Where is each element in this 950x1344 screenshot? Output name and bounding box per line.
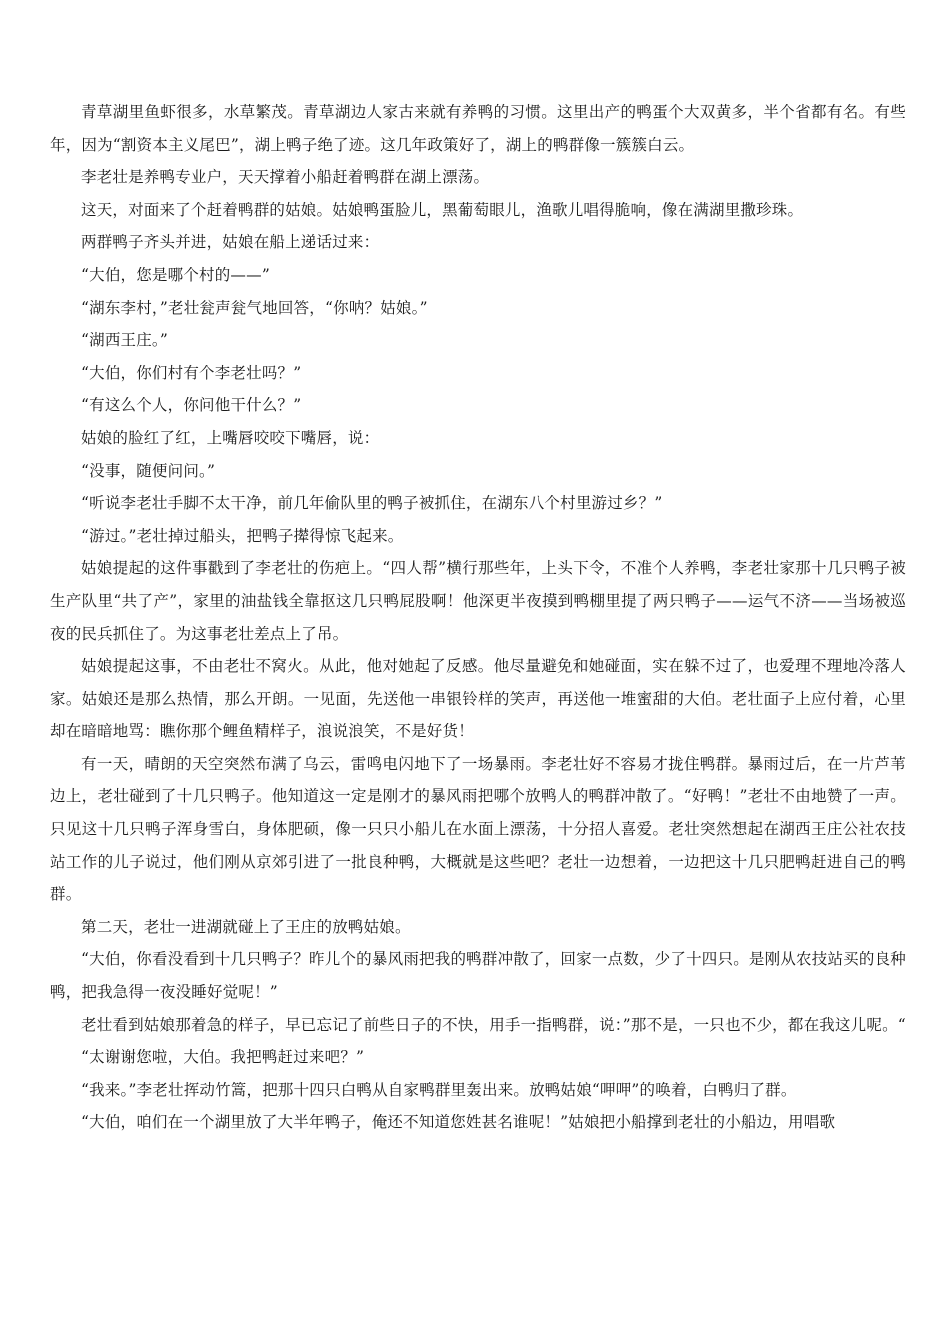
paragraph-12: “听说李老壮手脚不太干净，前几年偷队里的鸭子被抓住，在湖东八个村里游过乡？” bbox=[81, 494, 663, 513]
paragraph-19: 老壮看到姑娘那着急的样子，早已忘记了前些日子的不快，用手一指鸭群，说：”那不是，一只也不少，都在我这儿呢。“ bbox=[81, 1015, 906, 1034]
paragraph-3: 这天，对面来了个赶着鸭群的姑娘。姑娘鸭蛋脸儿，黑葡萄眼儿，渔歌儿唱得脆响，像在满湖里撒珍珠。 bbox=[81, 200, 804, 219]
paragraph-13: “游过。”老壮掉过船头，把鸭子撵得惊飞起来。 bbox=[81, 526, 404, 545]
paragraph-20: “太谢谢您啦，大伯。我把鸭赶过来吧？” bbox=[81, 1048, 365, 1067]
paragraph-1: 青草湖里鱼虾很多，水草繁茂。青草湖边人家古来就有养鸭的习惯。这里出产的鸭蛋个大双黄多，半个省都有名。有些年，因为“割资本主义尾巴”，湖上鸭子绝了迹。这几年政策好了，湖上的鸭群像一簇簇白云。 bbox=[50, 103, 906, 154]
paragraph-10: 姑娘的脸红了红，上嘴唇咬咬下嘴唇，说： bbox=[81, 428, 380, 447]
paragraph-9: “有这么个人，你问他干什么？” bbox=[81, 396, 302, 415]
story-body bbox=[50, 96, 906, 1139]
paragraph-7: “湖西王庄。” bbox=[81, 331, 168, 350]
paragraph-18: “大伯，你看没看到十几只鸭子？昨儿个的暴风雨把我的鸭群冲散了，回家一点数，少了十四只。是刚从农技站买的良种鸭，把我急得一夜没睡好觉呢！” bbox=[50, 950, 906, 1002]
paragraph-11: “没事，随便问问。” bbox=[81, 461, 216, 480]
paragraph-22: “大伯，咱们在一个湖里放了大半年鸭子，俺还不知道您姓甚名谁呢！”姑娘把小船撑到老壮的小船边，用唱歌 bbox=[81, 1113, 836, 1132]
paragraph-16: 有一天，晴朗的天空突然布满了乌云，雷鸣电闪地下了一场暴雨。李老壮好不容易才拢住鸭群。暴雨过后，在一片芦苇边上，老壮碰到了十几只鸭子。他知道这一定是刚才的暴风雨把哪个放鸭人的鸭群冲散了。“好鸭！”老壮不由地赞了一声。只见这十几只鸭子浑身雪白，身体肥硕，像一只只小船儿在水面上漂荡，十分招人喜爱。老壮突然想起在湖西王庄公社农技站工作的儿子说过，他们刚从京郊引进了一批良种鸭，大概就是这些吧？老壮一边想着，一边把这十几只肥鸭赶进自己的鸭群。 bbox=[50, 754, 906, 904]
paragraph-5: “大伯，您是哪个村的——” bbox=[81, 265, 270, 284]
paragraph-14: 姑娘提起的这件事戳到了李老壮的伤疤上。“四人帮”横行那些年，上头下令，不准个人养鸭，李老壮家那十几只鸭子被生产队里“共了产”，家里的油盐钱全靠抠这几只鸭屁股啊！他深更半夜摸到鸭棚里提了两只鸭子——运气不济——当场被巡夜的民兵抓住了。为这事老壮差点上了吊。 bbox=[50, 559, 906, 643]
paragraph-6: “湖东李村，”老壮瓮声瓮气地回答，“你呐？姑娘。” bbox=[81, 298, 428, 317]
paragraph-21: “我来。”李老壮挥动竹篙，把那十四只白鸭从自家鸭群里轰出来。放鸭姑娘“呷呷”的唤着，白鸭归了群。 bbox=[81, 1080, 797, 1099]
paragraph-15: 姑娘提起这事，不由老壮不窝火。从此，他对她起了反感。他尽量避免和她碰面，实在躲不过了，也爱理不理地冷落人家。姑娘还是那么热情，那么开朗。一见面，先送他一串银铃样的笑声，再送他一堆蜜甜的大伯。老壮面子上应付着，心里却在暗暗地骂：瞧你那个鲤鱼精样子，浪说浪笑，不是好货！ bbox=[50, 657, 906, 741]
paragraph-4: 两群鸭子齐头并进，姑娘在船上递话过来： bbox=[81, 233, 380, 252]
paragraph-17: 第二天，老壮一进湖就碰上了王庄的放鸭姑娘。 bbox=[81, 917, 411, 936]
paragraph-2: 李老壮是养鸭专业户，天天撑着小船赶着鸭群在湖上漂荡。 bbox=[81, 168, 490, 187]
paragraph-8: “大伯，你们村有个李老壮吗？” bbox=[81, 363, 302, 382]
